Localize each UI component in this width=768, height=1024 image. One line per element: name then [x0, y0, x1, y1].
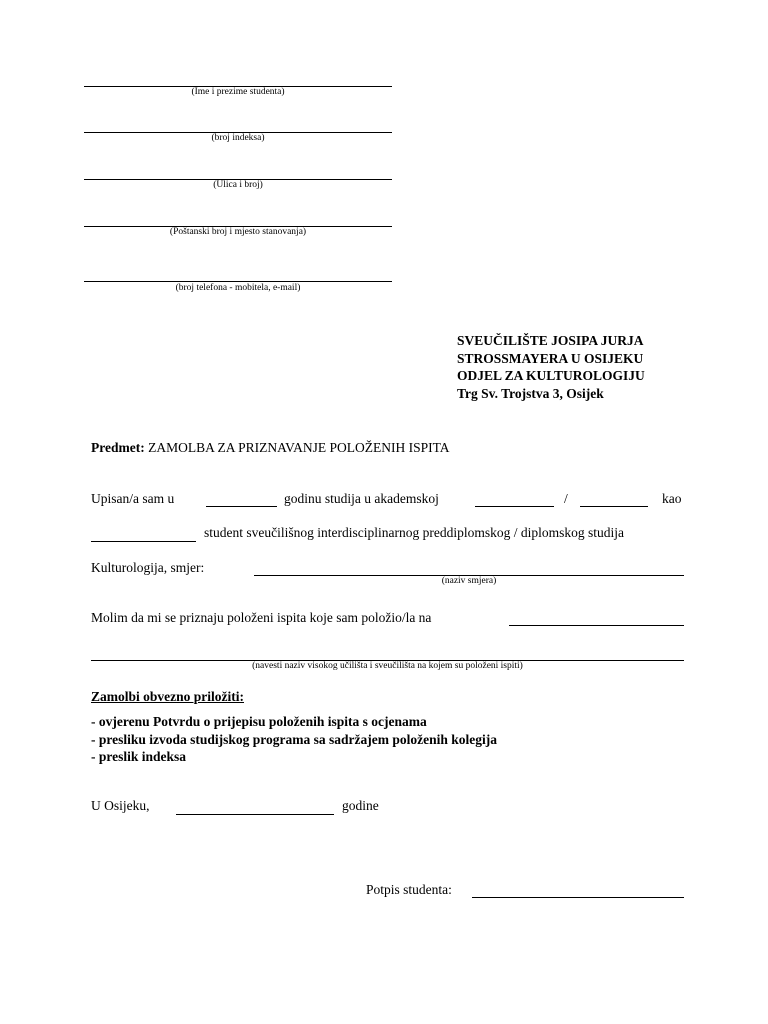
name-caption: (Ime i prezime studenta)	[191, 87, 285, 97]
recipient-line-1: SVEUČILIŠTE JOSIPA JURJA	[457, 333, 644, 348]
track-name-caption: (naziv smjera)	[441, 576, 497, 586]
enrolled-prefix: Upisan/a sam u	[91, 491, 175, 506]
year-word: godine	[342, 798, 379, 813]
program-label: Kulturologija, smjer:	[91, 560, 205, 575]
street-caption: (Ulica i broj)	[213, 180, 263, 190]
year-of-study-text: godinu studija u akademskoj	[284, 491, 439, 506]
place-label: U Osijeku,	[91, 798, 150, 813]
attachments-heading: Zamolbi obvezno priložiti:	[91, 689, 244, 704]
student-type-field[interactable]	[91, 541, 196, 542]
attachment-item: - presliku izvoda studijskog programa sa sadržajem položenih kolegija	[91, 731, 498, 747]
request-text: Molim da mi se priznaju položeni ispita koje sam položio/la na	[91, 610, 432, 625]
attachment-item: - ovjerenu Potvrdu o prijepisu položenih ispita s ocjenama	[91, 714, 427, 729]
postal-city-caption: (Poštanski broj i mjesto stanovanja)	[169, 227, 307, 237]
phone-email-caption: (broj telefona - mobitela, e-mail)	[175, 283, 301, 293]
institution-caption: (navesti naziv visokog učilišta i sveučilišta na kojem su položeni ispiti)	[252, 661, 523, 671]
subject	[91, 440, 450, 456]
signature-label: Potpis studenta:	[366, 882, 452, 897]
academic-year-end-field[interactable]	[580, 506, 648, 507]
attachment-item: - preslik indeksa	[91, 749, 187, 764]
attachments-list	[91, 713, 497, 766]
signature-field[interactable]	[472, 897, 684, 898]
as-word: kao	[662, 491, 682, 506]
student-program-text: student sveučilišnog interdisciplinarnog preddiplomskog / diplomskog studija	[204, 525, 624, 540]
academic-year-start-field[interactable]	[475, 506, 554, 507]
institution-field-short[interactable]	[509, 625, 684, 626]
date-field[interactable]	[176, 814, 334, 815]
recipient-line-2: STROSSMAYERA U OSIJEKU	[457, 350, 644, 366]
subject-text: ZAMOLBA ZA PRIZNAVANJE POLOŽENIH ISPITA	[148, 440, 450, 455]
recipient-line-4: Trg Sv. Trojstva 3, Osijek	[457, 385, 604, 401]
year-of-study-field[interactable]	[206, 506, 277, 507]
phone-email-line[interactable]	[84, 281, 392, 282]
recipient-address	[457, 332, 645, 402]
index-number-caption: (broj indeksa)	[211, 133, 265, 143]
academic-year-slash: /	[564, 491, 568, 506]
subject-label: Predmet:	[91, 440, 145, 455]
recipient-line-3: ODJEL ZA KULTUROLOGIJU	[457, 368, 645, 383]
